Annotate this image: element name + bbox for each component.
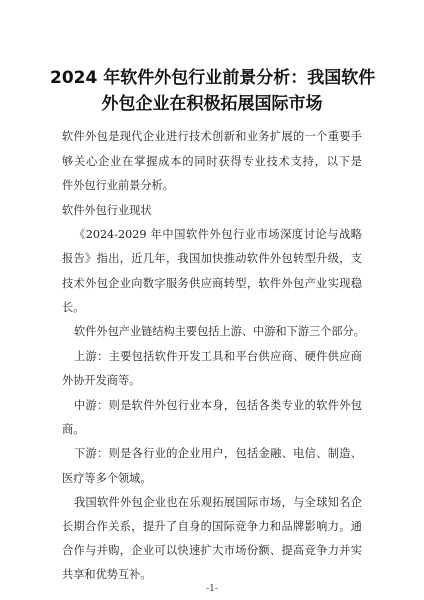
paragraph-international-line: 合作与并购，企业可以快速扩大市场份额、提高竞争力并实 [62,544,362,557]
paragraph-international-line: 我国软件外包企业也在乐观拓展国际市场，与全球知名企 [74,496,362,509]
section-heading-industry-status: 软件外包行业现状 [62,204,152,217]
paragraph-chain-structure: 软件外包产业链结构主要包括上游、中游和下游三个部分。 [74,325,365,338]
paragraph-international-line: 长期合作关系，提升了自身的国际竞争力和品牌影响力。通 [62,520,362,533]
paragraph-downstream-line: 下游：则是各行业的企业用户，包括金融、电信、制造、 [74,447,362,460]
paragraph-international-line: 共享和优势互补。 [62,568,152,581]
paragraph-midstream-line: 商。 [62,423,85,436]
paragraph-report-line: 报告》指出，近几年，我国加快推动软件外包转型升级，支 [62,252,362,265]
paragraph-midstream-line: 中游：则是软件外包行业本身，包括各类专业的软件外包 [74,399,362,412]
document-title-line-2: 外包企业在积极拓展国际市场 [101,94,323,114]
paragraph-downstream-line: 医疗等多个领域。 [62,472,152,485]
paragraph-upstream-line: 上游：主要包括软件开发工具和平台供应商、硬件供应商 [74,350,362,363]
paragraph-intro-line: 件外包行业前景分析。 [62,179,174,192]
paragraph-intro-line: 够关心企业在掌握成本的同时获得专业技术支持，以下是 [62,155,362,168]
paragraph-report-line: 《2024-2029 年中国软件外包行业市场深度讨论与战略 [74,228,362,241]
page-number: -1- [206,584,218,594]
paragraph-upstream-line: 外协开发商等。 [62,374,141,387]
paragraph-report-line: 技术外包企业向数字服务供应商转型，软件外包产业实现稳 [62,277,362,290]
paragraph-intro-line: 软件外包是现代企业进行技术创新和业务扩展的一个重要手 [62,130,362,143]
document-title-line-1: 2024 年软件外包行业前景分析：我国软件 [50,68,376,88]
paragraph-report-line: 长。 [62,301,85,314]
